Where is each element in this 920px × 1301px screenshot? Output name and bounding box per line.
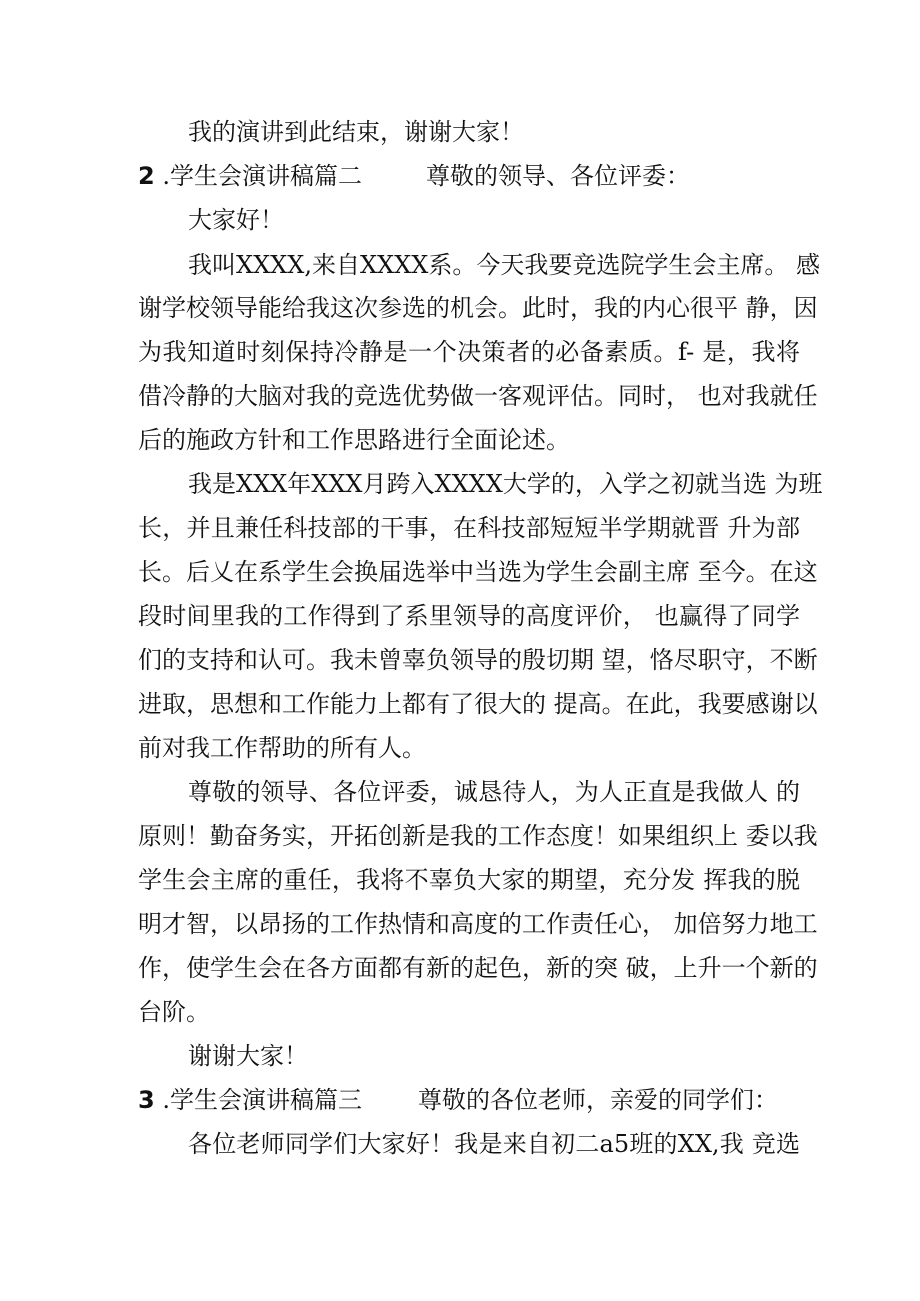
heading-greeting: 尊敬的各位老师，亲爱的同学们： — [417, 1086, 778, 1114]
paragraph-line: 原则！勤奋务实，开拓创新是我的工作态度！如果组织上 委以我 — [138, 822, 818, 850]
heading-greeting: 尊敬的领导、各位评委： — [425, 162, 690, 190]
paragraph-line: 进取，思想和工作能力上都有了很大的 提高。在此，我要感谢以 — [138, 690, 818, 718]
paragraph-line: 我是XXX年XXX月跨入XXXX大学的，入学之初就当选 为班 — [188, 470, 823, 498]
heading-number: 3 — [138, 1086, 155, 1114]
paragraph-line: 台阶。 — [138, 998, 210, 1026]
paragraph-line: 我叫XXXX,来自XXXX系。今天我要竞选院学生会主席。 感 — [188, 251, 820, 279]
greeting-line: 大家好！ — [188, 206, 284, 234]
paragraph-line: 学生会主席的重任，我将不辜负大家的期望，充分发 挥我的脱 — [138, 866, 800, 894]
heading-title: .学生会演讲稿篇三 — [162, 1086, 362, 1114]
heading-title: .学生会演讲稿篇二 — [162, 162, 362, 190]
paragraph-line: 为我知道时刻保持冷静是一个决策者的必备素质。f- 是，我将 — [138, 338, 800, 366]
paragraph-line: 明才智，以昂扬的工作热情和高度的工作责任心， 加倍努力地工 — [138, 910, 818, 938]
paragraph-line: 们的支持和认可。我未曾辜负领导的殷切期 望，恪尽职守，不断 — [138, 646, 818, 674]
closing-line: 我的演讲到此结束，谢谢大家！ — [188, 118, 524, 146]
paragraph-line: 后的施政方针和工作思路进行全面论述。 — [138, 426, 570, 454]
paragraph-line: 长。后乂在系学生会换届选举中当选为学生会副主席 至今。在这 — [138, 558, 818, 586]
paragraph-line: 尊敬的领导、各位评委，诚恳待人，为人正直是我做人 的 — [188, 778, 800, 806]
paragraph-line: 段时间里我的工作得到了系里领导的高度评价， 也赢得了同学 — [138, 602, 800, 630]
section-heading-3 — [138, 1083, 800, 1117]
paragraph-line: 各位老师同学们大家好！我是来自初二a5班的XX,我 竞选 — [188, 1130, 800, 1158]
paragraph-line: 作，使学生会在各方面都有新的起色，新的突 破，上升一个新的 — [138, 954, 818, 982]
paragraph-line: 长，并且兼任科技部的干事，在科技部短短半学期就晋 升为部 — [138, 514, 800, 542]
paragraph-line: 谢学校领导能给我这次参选的机会。此时，我的内心很平 静，因 — [138, 294, 818, 322]
section-heading-2 — [138, 159, 800, 193]
paragraph-line: 借冷静的大脑对我的竞选优势做一客观评估。同时， 也对我就任 — [138, 382, 818, 410]
paragraph-line: 前对我工作帮助的所有人。 — [138, 734, 426, 762]
heading-number: 2 — [138, 162, 155, 190]
thanks-line: 谢谢大家！ — [188, 1042, 308, 1070]
